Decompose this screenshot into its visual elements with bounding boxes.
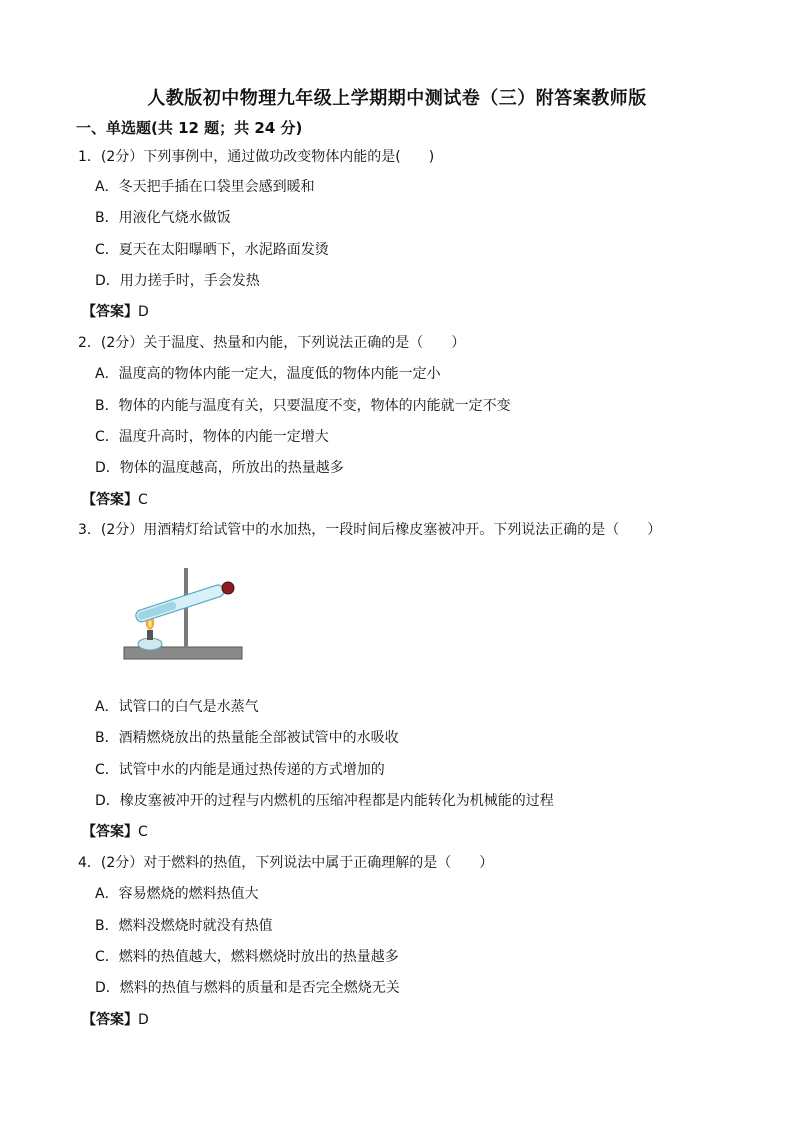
lamp-wick-holder [147,630,153,640]
rubber-stopper [222,582,234,594]
page-title: 人教版初中物理九年级上学期期中测试卷（三）附答案教师版 [147,88,647,109]
question-1-option-a: A．冬天把手插在口袋里会感到暖和 [95,179,315,195]
answer-tag: 【答案】 [82,304,138,320]
question-1-stem: 1．(2分）下列事例中，通过做功改变物体内能的是( ) [78,149,435,165]
question-1-answer [82,301,149,321]
answer-tag: 【答案】 [82,824,138,840]
question-2-option-a: A．温度高的物体内能一定大，温度低的物体内能一定小 [95,366,441,382]
question-2-option-b: B．物体的内能与温度有关，只要温度不变，物体的内能就一定不变 [95,398,511,414]
question-3-option-c: C．试管中水的内能是通过热传递的方式增加的 [95,762,385,778]
question-3-option-b: B．酒精燃烧放出的热量能全部被试管中的水吸收 [95,730,399,746]
question-4-option-d: D．燃料的热值与燃料的质量和是否完全燃烧无关 [95,980,400,996]
question-3-stem: 3．(2分）用酒精灯给试管中的水加热，一段时间后橡皮塞被冲开。下列说法正确的是（ ） [78,522,662,538]
answer-tag: 【答案】 [82,492,138,508]
question-2-stem: 2．(2分）关于温度、热量和内能，下列说法正确的是（ ） [78,335,466,351]
answer-value: D [138,304,149,320]
question-4-answer [82,1009,149,1029]
question-1-option-d: D．用力搓手时，手会发热 [95,273,260,289]
answer-value: D [138,1012,149,1028]
answer-tag: 【答案】 [82,1012,138,1028]
question-2-option-c: C．温度升高时，物体的内能一定增大 [95,429,329,445]
section-heading: 一、单选题(共 12 题；共 24 分) [76,119,303,137]
question-4-option-a: A．容易燃烧的燃料热值大 [95,886,259,902]
question-3-option-d: D．橡皮塞被冲开的过程与内燃机的压缩冲程都是内能转化为机械能的过程 [95,793,554,809]
question-3-answer [82,821,148,841]
question-4-option-b: B．燃料没燃烧时就没有热值 [95,918,273,934]
question-2-answer [82,489,148,509]
question-4-option-c: C．燃料的热值越大，燃料燃烧时放出的热量越多 [95,949,399,965]
question-1-option-c: C．夏天在太阳曝晒下，水泥路面发烫 [95,242,329,258]
alcohol-lamp-test-tube-figure [118,560,248,670]
answer-value: C [138,824,148,840]
question-3-option-a: A．试管口的白气是水蒸气 [95,699,259,715]
question-2-option-d: D．物体的温度越高，所放出的热量越多 [95,460,344,476]
question-4-stem: 4．(2分）对于燃料的热值，下列说法中属于正确理解的是（ ） [78,855,494,871]
answer-value: C [138,492,148,508]
question-1-option-b: B．用液化气烧水做饭 [95,210,231,226]
